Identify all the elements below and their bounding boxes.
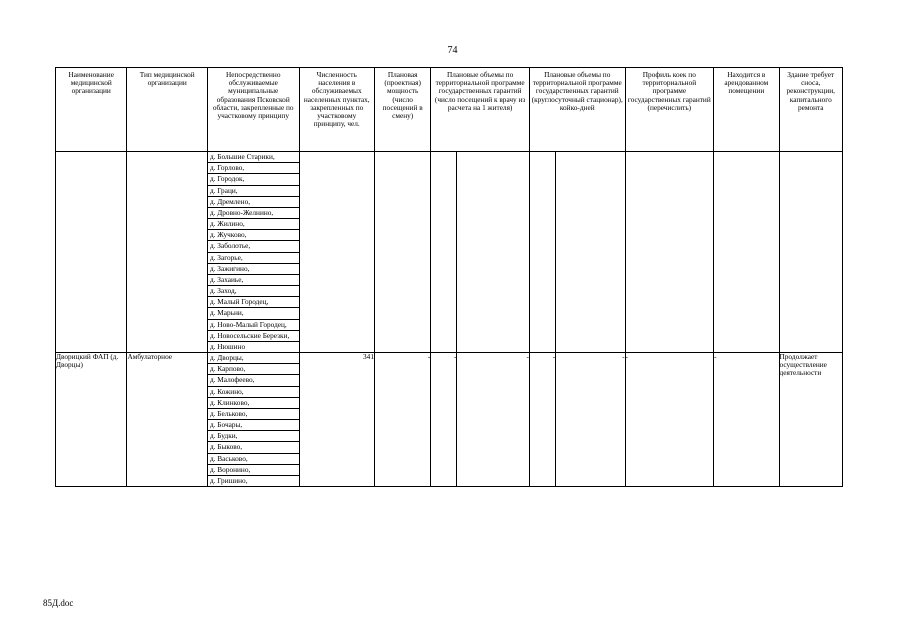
village-item: д. Горлово, <box>208 163 299 174</box>
village-item: д. Васьково, <box>208 454 299 465</box>
village-item: д. Дремлено, <box>208 197 299 208</box>
visits-cell-b: - <box>457 353 529 487</box>
col-header-beds-volume: Плановые объемы по территориальной программе государственных гарантий (круглосуточный стационар), койко-дней <box>529 68 625 152</box>
village-item: д. Марьни, <box>208 308 299 319</box>
page-number: 74 <box>447 45 458 56</box>
org-type-cell: Амбулаторное <box>127 353 208 487</box>
col-header-capacity: Плановая (проектная) мощность (число посещений в смену) <box>374 68 430 152</box>
village-item: д. Заболотье, <box>208 241 299 252</box>
col-header-repair: Здание требует сноса, реконструкции, капитального ремонта <box>779 68 843 152</box>
village-item: д. Карпово, <box>208 364 299 375</box>
visits-cell-b <box>457 152 529 353</box>
village-item: д. Воронино, <box>208 465 299 476</box>
population-cell <box>299 152 374 353</box>
village-item: д. Будки, <box>208 431 299 442</box>
table-row <box>56 152 843 353</box>
table-row <box>56 353 843 487</box>
village-item: д. Ново-Малый Городец, <box>208 320 299 331</box>
village-item: д. Нюшино <box>209 341 246 351</box>
col-header-rented: Находится в арендованном помещении <box>714 68 779 152</box>
capacity-cell <box>374 152 430 353</box>
col-header-bed-profile: Профиль коек по территориальной программе государственных гарантий (перечислить) <box>625 68 714 152</box>
bed-profile-cell <box>625 152 714 353</box>
villages-cell <box>207 152 299 353</box>
repair-cell <box>779 152 843 353</box>
visits-cell-a: - <box>431 353 457 487</box>
rented-cell <box>714 152 779 353</box>
beds-cell-b: - <box>556 353 625 487</box>
footer-filename: 85Д.doc <box>43 598 74 608</box>
org-name-cell: Дворицкий ФАП (д. Дворцы) <box>56 353 127 487</box>
capacity-cell: - <box>374 353 430 487</box>
village-item: д. Дворцы, <box>208 353 299 364</box>
villages-cell <box>207 353 299 487</box>
repair-cell: Продолжает осуществление деятельности <box>779 353 843 487</box>
bed-profile-cell: - <box>625 353 714 487</box>
village-item: д. Кожино, <box>208 387 299 398</box>
village-item: д. Захаиье, <box>208 275 299 286</box>
village-item: д. Большие Старики, <box>208 152 299 163</box>
rented-cell: - <box>714 353 779 487</box>
beds-cell-a: - <box>529 353 555 487</box>
col-header-type: Тип медицинской организации <box>127 68 208 152</box>
beds-cell-b <box>556 152 625 353</box>
org-type-cell <box>127 152 208 353</box>
beds-cell-a <box>529 152 555 353</box>
village-item: д. Новосельские Березки, <box>208 331 299 342</box>
village-item: д. Гришино, <box>209 475 248 485</box>
village-item: д. Городок, <box>208 174 299 185</box>
village-item: д. Бельково, <box>208 409 299 420</box>
village-item: д. Зажигино, <box>208 264 299 275</box>
col-header-population: Численность населения в обслуживаемых населенных пунктах, закрепленных по участковому принципу, чел. <box>299 68 374 152</box>
village-item: д. Быково, <box>208 442 299 453</box>
population-cell: 341 <box>299 353 374 487</box>
visits-cell-a <box>431 152 457 353</box>
village-item: д. Дровно-Желнино, <box>208 208 299 219</box>
village-item: д. Бочары, <box>208 420 299 431</box>
village-item: д. Малофеево, <box>208 375 299 386</box>
col-header-name: Наименование медицинской организации <box>56 68 127 152</box>
village-item: д. Жучково, <box>208 230 299 241</box>
table-header-row <box>56 68 843 152</box>
village-item: д. Заход, <box>208 286 299 297</box>
col-header-municipalities: Непосредственно обслуживаемые муниципальные образования Псковской области, закрепленные по участковому принципу <box>207 68 299 152</box>
village-item: д. Загорье, <box>208 253 299 264</box>
org-name-cell <box>56 152 127 353</box>
village-item: д. Жилино, <box>208 219 299 230</box>
village-item: д. Граци, <box>208 186 299 197</box>
village-item: д. Малый Городец, <box>208 297 299 308</box>
col-header-visits-volume: Плановые объемы по территориальной программе государственных гарантий (число посещений к врачу из расчета на 1 жителя) <box>431 68 530 152</box>
medical-organizations-table <box>55 67 843 487</box>
village-item: д. Клинково, <box>208 398 299 409</box>
